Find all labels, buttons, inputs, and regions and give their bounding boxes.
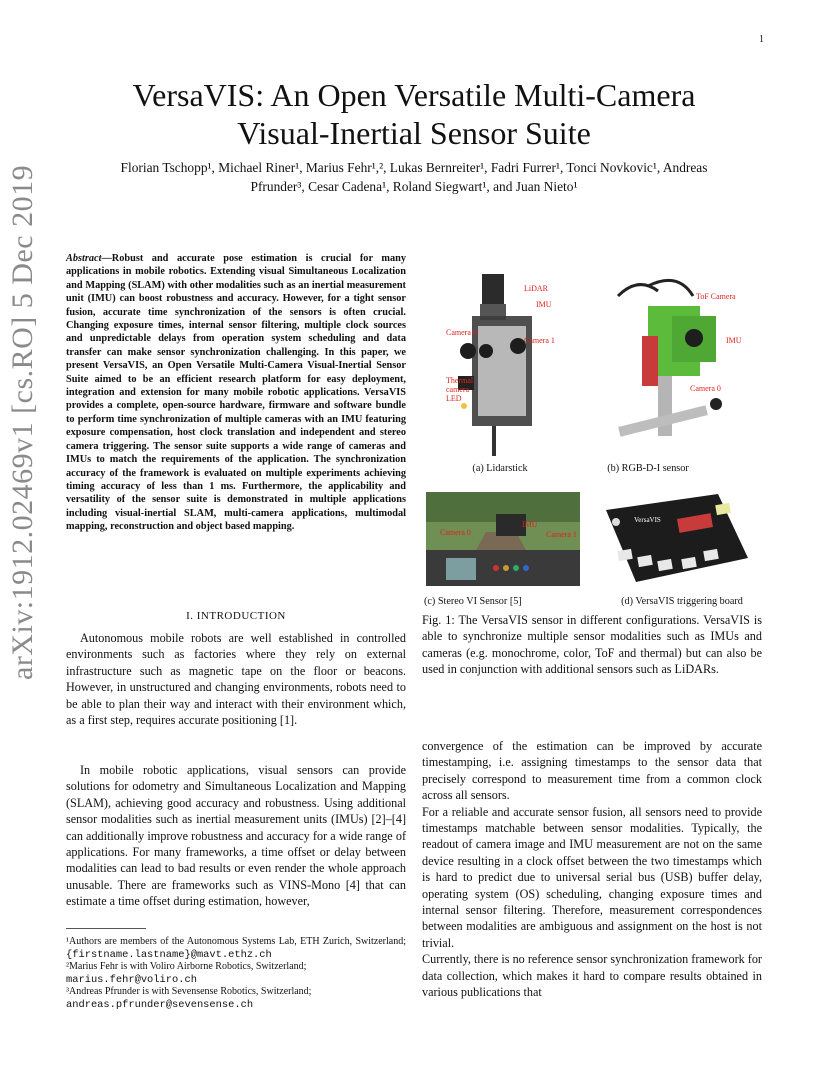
section-heading-introduction: I. INTRODUCTION — [186, 610, 286, 622]
figure-stereo-vi-photo — [426, 492, 580, 586]
intro-paragraph-2: In mobile robotic applications, visual sensors can provide solutions for odometry and Simultaneous Localization and Mapping (SLAM), achieving good accuracy and robustness. Using additional sensor modalities such as inertial measurement units (IMUs) [2]–[4] can additionally improve robustness and accuracy for a wide range of applications. For many frameworks, a time offset or delay between modalities can lead to bad results or even render the whole approach unusable. There are frameworks such as VINS-Mono [4] that can estimate a time offset during estimation, however, — [66, 763, 406, 909]
arxiv-stamp-text: arXiv:1912.02469v1 [cs.RO] 5 Dec 2019 — [6, 164, 39, 680]
author-list — [60, 158, 768, 196]
abstract — [66, 252, 406, 534]
footnote-3-text: ³Andreas Pfrunder is with Sevensense Robotics, Switzerland; — [66, 986, 312, 997]
label-camera1-c: Camera 1 — [546, 530, 577, 539]
subcaption-a: (a) Lidarstick — [472, 463, 528, 474]
paper-title — [60, 76, 768, 152]
figure-triggering-board-photo — [598, 490, 750, 586]
authors-line-1: Florian Tschopp¹, Michael Riner¹, Marius Fehr¹,², Lukas Bernreiter¹, Fadri Furrer¹, Tonci Novkovic¹, Andreas — [120, 160, 708, 175]
footnote-3 — [66, 986, 406, 1011]
figure-caption: Fig. 1: The VersaVIS sensor in different configurations. VersaVIS is able to synchronize multiple sensor modalities such as IMUs and cameras (e.g. monochrome, color, ToF and thermal) but can also be used in conjunction with additional sensors such as LiDARs. — [422, 613, 762, 677]
authors-line-2: Pfrunder³, Cesar Cadena¹, Roland Siegwart¹, and Juan Nieto¹ — [250, 179, 578, 194]
subcaption-d: (d) VersaVIS triggering board — [621, 596, 743, 607]
column2-text: convergence of the estimation can be improved by accurate timestamping, i.e. assigning timestamps to the sensor data that precisely correspond to measurement time from a common clock across all sensors. For a reliable and accurate sensor fusion, all sensors need to provide timestamps matchable between sensor modalities. Typically, the readout of camera image and IMU measurement are not on the same device resulting in a clock offset between the two timestamps which is hard to predict due to universal serial bus (USB) buffer delay, operating system (OS) scheduling, changing exposure times and internal sensor filtering. Therefore, measurement correspondences between modalities are ambiguous and assignment on the host is not trivial. Currently, there is no reference sensor synchronization framework for data collection, which makes it hard to compare results obtained in various publications that — [422, 739, 762, 1000]
label-camera0-c: Camera 0 — [440, 528, 471, 537]
label-lidar: LiDAR — [524, 284, 548, 293]
subcaption-b: (b) RGB-D-I sensor — [607, 463, 689, 474]
figure-rgbdi-photo — [598, 276, 748, 456]
label-camera1-a: Camera 1 — [524, 336, 555, 345]
title-line-2: Visual-Inertial Sensor Suite — [237, 115, 591, 151]
subcaption-c — [424, 596, 548, 607]
label-imu-c: IMU — [522, 520, 538, 529]
figure-lidarstick-photo — [440, 266, 560, 456]
footnote-1 — [66, 936, 406, 961]
footnote-1-text: ¹Authors are members of the Autonomous Systems Lab, ETH Zurich, Switzerland; — [66, 936, 406, 947]
footnote-2-text: ²Marius Fehr is with Voliro Airborne Robotics, Switzerland; — [66, 961, 307, 972]
abstract-label: Abstract — [66, 253, 102, 264]
label-led: LED — [446, 394, 462, 403]
board-label: VersaVIS — [634, 516, 661, 524]
intro-paragraph-1: Autonomous mobile robots are well established in controlled environments such as factories where they rely on external infrastructure such as magnetic tape on the floor or beacons. However, in unstructured and changing environments, robots need to be able to plan their way and interact with their environment which, as a first step, requires accurate positioning [1]. — [66, 631, 406, 728]
abstract-text: —Robust and accurate pose estimation is crucial for many applications in mobile robotics. Extending visual Simultaneous Localization and Mapping (SLAM) with other modalities such as an inertial measurement unit (IMU) can boost robustness and accuracy. However, for a tight sensor fusion, accurate time synchronization of the sensors is often crucial. Changing exposure times, internal sensor filtering, multiple clock sources and unpredictable delays from operation system scheduling and data transfer can make sensor synchronization challenging. In this paper, we present VersaVIS, an Open Versatile Multi-Camera Visual-Inertial Sensor Suite aimed to be an efficient research platform for easy deployment, integration and extension for many mobile robotic applications. VersaVIS provides a complete, open-source hardware, firmware and software bundle to perform time synchronization of multiple cameras with an IMU featuring exposure compensation, host clock translation and independent and stereo camera triggering. The sensor suite supports a wide range of cameras and IMUs to match the requirements of the application. The synchronization accuracy of the framework is evaluated on multiple experiments achieving timing accuracy of less than 1 ms. Furthermore, the applicability and versatility of the sensor suite is demonstrated in multiple applications including visual-inertial SLAM, multi-camera applications, multimodal mapping, reconstruction and object based mapping. — [66, 253, 406, 533]
footnote-2 — [66, 961, 406, 986]
footnote-3-email: andreas.pfrunder@sevensense.ch — [66, 998, 254, 1011]
label-imu-a: IMU — [536, 300, 552, 309]
label-tof-camera: ToF Camera — [696, 292, 736, 301]
subcaption-c-text: (c) Stereo VI Sensor [5] — [424, 596, 522, 607]
title-line-1: VersaVIS: An Open Versatile Multi-Camera — [132, 77, 696, 113]
footnote-1-email: {firstname.lastname}@mavt.ethz.ch — [66, 948, 272, 961]
label-thermal-camera: Thermal camera — [446, 376, 474, 394]
footnotes — [66, 936, 406, 1011]
footnote-2-email: marius.fehr@voliro.ch — [66, 973, 197, 986]
label-camera0-b: Camera 0 — [690, 384, 721, 393]
page-number: 1 — [759, 34, 764, 45]
footnote-rule — [66, 928, 146, 929]
label-imu-b: IMU — [726, 336, 742, 345]
label-camera0-a: Camera 0 — [446, 328, 477, 337]
